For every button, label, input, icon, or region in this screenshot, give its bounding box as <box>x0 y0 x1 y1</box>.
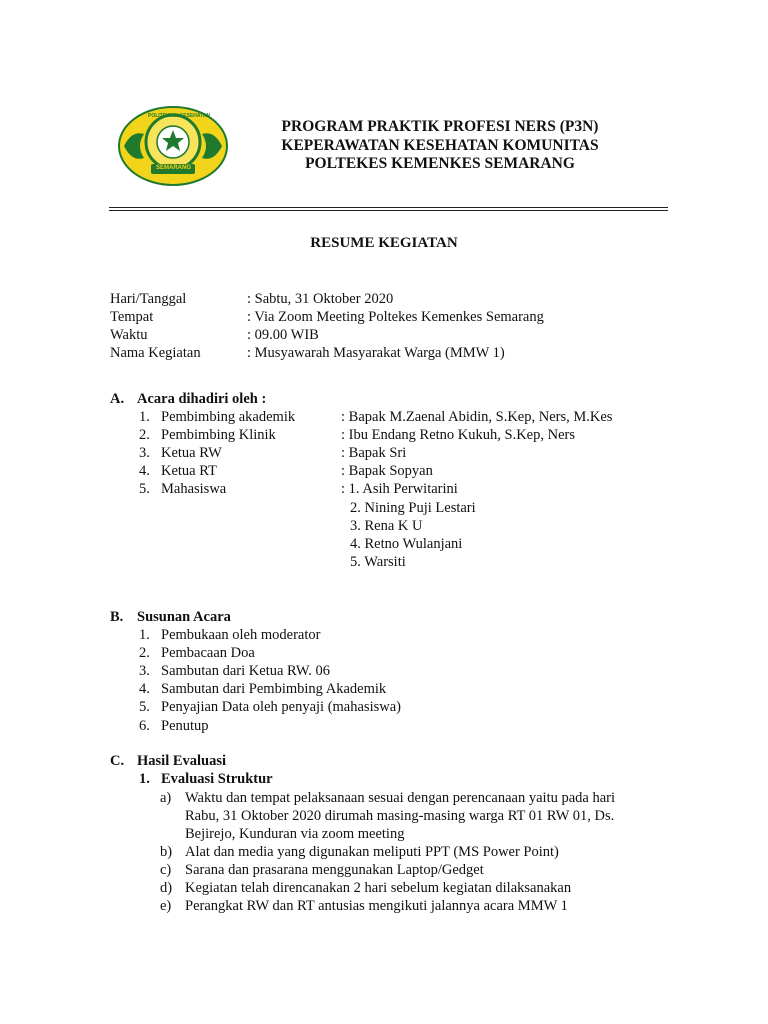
agenda-item: Sambutan dari Ketua RW. 06 <box>161 663 331 679</box>
agenda-item: Pembacaan Doa <box>161 645 255 661</box>
attendee-num: 2. <box>139 427 150 443</box>
evaluation-line: Perangkat RW dan RT antusias mengikuti jalannya acara MMW 1 <box>185 898 568 914</box>
attendee-num: 1. <box>139 409 150 425</box>
attendee-role: Ketua RT <box>161 463 217 479</box>
student-name: 3. Rena K U <box>350 518 423 534</box>
student-name: 5. Warsiti <box>350 554 406 570</box>
agenda-num: 5. <box>139 699 150 715</box>
attendee-name: : Ibu Endang Retno Kukuh, S.Kep, Ners <box>341 427 575 443</box>
section-b-heading: Susunan Acara <box>137 609 231 625</box>
info-value-hari: : Sabtu, 31 Oktober 2020 <box>247 291 394 307</box>
evaluation-line: Rabu, 31 Oktober 2020 dirumah masing-masing warga RT 01 RW 01, Ds. <box>185 808 615 824</box>
info-value-kegiatan: : Musyawarah Masyarakat Warga (MMW 1) <box>247 345 505 361</box>
attendee-num: 4. <box>139 463 150 479</box>
info-value-tempat: : Via Zoom Meeting Poltekes Kemenkes Semarang <box>247 309 544 325</box>
info-label-tempat: Tempat <box>110 309 154 325</box>
attendee-num: 3. <box>139 445 150 461</box>
section-a-heading: Acara dihadiri oleh : <box>137 391 267 407</box>
attendee-role: Pembimbing akademik <box>161 409 296 425</box>
attendee-name: : 1. Asih Perwitarini <box>341 481 458 497</box>
attendee-role: Mahasiswa <box>161 481 227 497</box>
subsection-heading: Evaluasi Struktur <box>161 771 273 787</box>
header-line-1: PROGRAM PRAKTIK PROFESI NERS (P3N) <box>281 118 599 135</box>
agenda-num: 1. <box>139 627 150 643</box>
attendee-name: : Bapak Sopyan <box>341 463 433 479</box>
agenda-num: 4. <box>139 681 150 697</box>
logo-ring-text: POLITEKNIK KESEHATAN <box>148 113 211 119</box>
agenda-item: Pembukaan oleh moderator <box>161 627 321 643</box>
evaluation-line: Bejirejo, Kunduran via zoom meeting <box>185 826 405 842</box>
agenda-num: 3. <box>139 663 150 679</box>
info-value-waktu: : 09.00 WIB <box>247 327 319 343</box>
evaluation-line: Waktu dan tempat pelaksanaan sesuai dengan perencanaan yaitu pada hari <box>185 790 616 806</box>
agenda-num: 6. <box>139 718 150 734</box>
evaluation-line: Alat dan media yang digunakan meliputi PPT (MS Power Point) <box>185 844 559 860</box>
evaluation-line: Kegiatan telah direncanakan 2 hari sebelum kegiatan dilaksanakan <box>185 880 572 896</box>
evaluation-line: Sarana dan prasarana menggunakan Laptop/Gedget <box>185 862 484 878</box>
header-line-2: KEPERAWATAN KESEHATAN KOMUNITAS <box>281 137 599 154</box>
subsection-num: 1. <box>139 771 150 787</box>
section-c-heading: Hasil Evaluasi <box>137 753 227 769</box>
attendee-role: Pembimbing Klinik <box>161 427 276 443</box>
section-c-letter: C. <box>110 753 125 769</box>
logo-banner-text: SEMARANG <box>156 165 192 171</box>
section-b-letter: B. <box>110 609 124 625</box>
evaluation-letter: b) <box>160 844 173 860</box>
info-label-waktu: Waktu <box>110 327 148 343</box>
header-divider-thin <box>109 210 668 211</box>
evaluation-letter: e) <box>160 898 172 914</box>
student-name: 2. Nining Puji Lestari <box>350 500 476 516</box>
evaluation-letter: a) <box>160 790 172 806</box>
info-label-hari: Hari/Tanggal <box>110 291 187 307</box>
header-line-3: POLTEKES KEMENKES SEMARANG <box>305 155 575 172</box>
agenda-num: 2. <box>139 645 150 661</box>
attendee-role: Ketua RW <box>161 445 222 461</box>
evaluation-letter: c) <box>160 862 172 878</box>
info-label-kegiatan: Nama Kegiatan <box>110 345 201 361</box>
attendee-name: : Bapak Sri <box>341 445 407 461</box>
student-name: 4. Retno Wulanjani <box>350 536 463 552</box>
agenda-item: Penutup <box>161 718 209 734</box>
agenda-item: Sambutan dari Pembimbing Akademik <box>161 681 387 697</box>
attendee-name: : Bapak M.Zaenal Abidin, S.Kep, Ners, M.Kes <box>341 409 613 425</box>
document-title: RESUME KEGIATAN <box>310 235 458 251</box>
header-divider-thick <box>109 207 668 208</box>
evaluation-letter: d) <box>160 880 173 896</box>
attendee-num: 5. <box>139 481 150 497</box>
agenda-item: Penyajian Data oleh penyaji (mahasiswa) <box>161 699 401 715</box>
section-a-letter: A. <box>110 391 125 407</box>
